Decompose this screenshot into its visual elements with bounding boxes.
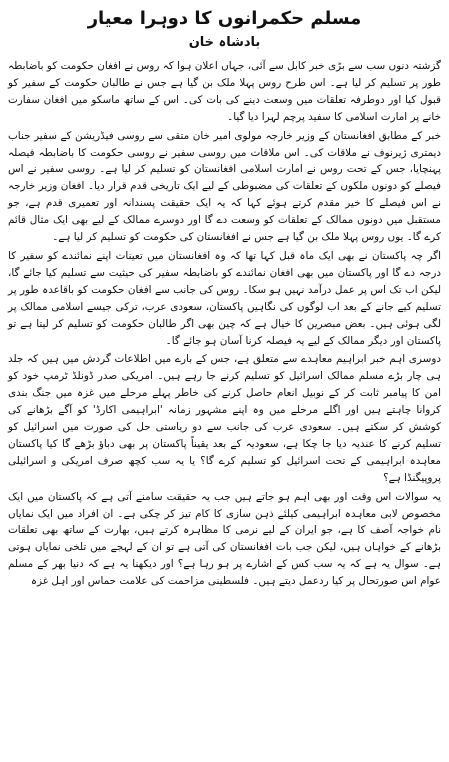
article-paragraph: دوسری اہم خبر ابراہیم معاہدے سے متعلق ہے، جس کے بارے میں اطلاعات گردش میں ہیں کہ جلد ہی چار بڑے مسلم ممالک اسرائیل کو تسلیم کرنے جا رہے ہیں۔ امریکی صدر ڈونلڈ ٹرمپ خود کو امن کا پیامبر ثابت کر کے نوبیل انعام حاصل کرنے کی خاطر پہلے مرحلے میں غزہ میں جنگ بندی کروانا چاہتے ہیں اور اگلے مرحلے میں وہ اپنے مشہور زمانہ 'ابراہیمی اکارڈ' کو آگے بڑھانے کی کوشش کر سکتے ہیں۔ سعودی عرب کی جانب سے دو ریاستی حل کی صورت میں اسرائیل کو تسلیم کرنے کا عندیہ دیا جا چکا ہے، سعودیہ کے بعد یقیناً پاکستان پر بھی دباؤ بڑھے گا کیا پاکستان معاہدہ ابراہیمی کے تحت اسرائیل کو تسلیم کرے گا؟ یا یہ سب کچھ صرف امریکی و اسرائیلی پروپیگنڈا ہے؟ xyxy=(8,353,441,484)
article-paragraph: یہ سوالات اس وقت اور بھی اہم ہو جاتے ہیں جب یہ حقیقت سامنے آتی ہے کہ پاکستان میں ایک مخصوص لابی معاہدہ ابراہیمی کیلئے ذہن سازی کا کام تیز کر چکی ہے۔ ان افراد میں ایک نمایاں نام خواجہ آصف کا ہے، جو ایران کے لیے نرمی کا مظاہرہ کرتے ہیں، بھارت کے ساتھ بھی تعلقات بڑھانے کے خواہاں ہیں، لیکن جب بات افغانستان کی آتی ہے تو ان کے لہجے میں تلخی نمایاں ہوتی ہے۔ سوال یہ ہے کہ یہ سب کس کے اشارے پر ہو رہا ہے؟ اور دیکھنا یہ ہے کہ دنیا بھر کے مسلم عوام اس صورتحال پر کیا ردعمل دیتے ہیں۔ فلسطینی مزاحمت کی علامت حماس اور اہل غزہ xyxy=(8,490,441,588)
article-headline: مسلم حکمرانوں کا دوہرا معیار xyxy=(87,8,362,29)
article-paragraph: خبر کے مطابق افغانستان کے وزیر خارجہ مولوی امیر خان متقی سے روسی فیڈریشن کے سفیر جناب دیمتری ژیرنوف نے ملاقات کی۔ اس ملاقات میں روسی سفیر نے روسی حکومت کا باضابطہ فیصلہ پہنچایا، جس کے تحت روس نے امارت اسلامی افغانستان کو تسلیم کر لیا ہے۔ روسی سفیر نے اس فیصلے کو دونوں ملکوں کے تعلقات کی مضبوطی کے لیے ایک تاریخی قدم قرار دیا۔ افغان وزیر خارجہ نے اس فیصلے کا خیر مقدم کرتے ہوئے کہا کہ یہ ایک حقیقت پسندانہ اور تعمیری قدم ہے، جو مستقبل میں دونوں ممالک کے تعلقات کو وسعت دے گا اور دوسرے ممالک کے لیے بھی ایک مثال قائم کرے گا۔ یوں روس پہلا ملک بن گیا ہے جس نے افغانستان کی حکومت کو تسلیم کر لیا ہے۔ xyxy=(8,129,441,244)
author-byline: بادشاہ خان xyxy=(188,35,261,50)
article-body xyxy=(8,58,441,590)
article-paragraph: گزشتہ دنوں سب سے بڑی خبر کابل سے آئی، جہاں اعلان ہوا کہ روس نے افغان حکومت کو باضابطہ طور پر تسلیم کر لیا ہے۔ اس طرح روس پہلا ملک بن گیا ہے جس نے طالبان حکومت کے سفیر کو قبول کیا اور دوطرفہ تعلقات میں وسعت دینے کی بات کی۔ اس کے ساتھ ماسکو میں افغان سفارت خانے پر امارت اسلامی کا سفید پرچم لہرا دیا گیا۔ xyxy=(8,60,441,123)
article-paragraph: اگر چہ پاکستان نے بھی ایک ماہ قبل کہا تھا کہ وہ افغانستان میں تعینات اپنے نمائندے کو سفیر کا درجہ دے گا اور پاکستان میں بھی افغان نمائندے کو باضابطہ سفیر کی حیثیت سے تسلیم کیا جائے گا، لیکن اب تک اس پر عمل درآمد نہیں ہو سکا۔ روس کی جانب سے افغان حکومت کو باقاعدہ طور پر تسلیم کیے جانے کے بعد اب لوگوں کی نگاہیں پاکستان، سعودی عرب، ترکی جیسے اسلامی ممالک پر لگی ہوئی ہیں۔ بعض مبصرین کا خیال ہے کہ چین بھی اگر طالبان حکومت کو تسلیم کر لیتا ہے تو پاکستان اور دیگر ممالک کے لیے یہ فیصلہ کرنا آسان ہو جائے گا۔ xyxy=(8,249,441,347)
